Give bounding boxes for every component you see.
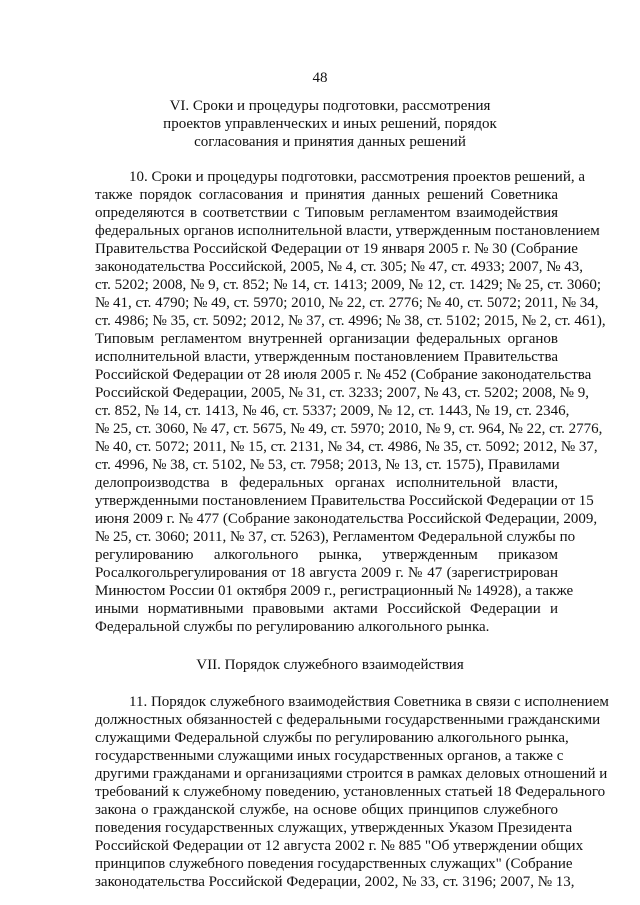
text-line: Российской Федерации от 12 августа 2002 г. № 885 "Об утверждении общих	[95, 838, 584, 854]
text-line: Федеральной службы по регулированию алкогольного рынка.	[95, 619, 490, 635]
text-line: требований к служебному поведению, установленных статьей 18 Федерального	[95, 784, 606, 800]
text-line: Типовым регламентом внутренней организации федеральных органов	[95, 331, 558, 347]
text-line: принципов служебного поведения государственных служащих" (Собрание	[95, 856, 573, 872]
text-line: ст. 4996, № 38, ст. 5102, № 53, ст. 7958; 2013, № 13, ст. 1575), Правилами	[95, 457, 560, 473]
text-line: Правительства Российской Федерации от 19 января 2005 г. № 30 (Собрание	[95, 241, 578, 257]
text-line: Российской Федерации, 2005, № 31, ст. 3233; 2007, № 43, ст. 5202; 2008, № 9,	[95, 385, 589, 401]
text-line: 11. Порядок служебного взаимодействия Советника в связи с исполнением	[129, 694, 609, 710]
heading-line: VII. Порядок служебного взаимодействия	[196, 657, 464, 673]
text-line: регулированию алкогольного рынка, утвержденным приказом	[95, 547, 558, 563]
text-line: № 25, ст. 3060; 2011, № 37, ст. 5263), Регламентом Федеральной службы по	[95, 529, 576, 545]
section-7-heading	[110, 656, 550, 674]
text-line: № 41, ст. 4790; № 49, ст. 5970; 2010, № 22, ст. 2776; № 40, ст. 5072; 2011, № 34,	[95, 295, 599, 311]
text-line: федеральных органов исполнительной власти, утвержденным постановлением	[95, 223, 600, 239]
text-line: Росалкогольрегулирования от 18 августа 2009 г. № 47 (зарегистрирован	[95, 565, 558, 581]
heading-line: VI. Сроки и процедуры подготовки, рассмотрения	[169, 98, 491, 114]
text-line: исполнительной власти, утвержденным постановлением Правительства	[95, 349, 558, 365]
section-6-heading	[110, 97, 550, 151]
text-line: поведения государственных служащих, утвержденных Указом Президента	[95, 820, 573, 836]
page-number: 48	[312, 70, 328, 86]
text-line: Российской Федерации от 28 июля 2005 г. № 452 (Собрание законодательства	[95, 367, 592, 383]
text-line: законодательства Российской Федерации, 2002, № 33, ст. 3196; 2007, № 13,	[95, 874, 575, 890]
text-line: июня 2009 г. № 477 (Собрание законодательства Российской Федерации, 2009,	[95, 511, 598, 527]
heading-line: согласования и принятия данных решений	[194, 134, 466, 150]
paragraph-11	[95, 693, 609, 891]
text-line: также порядок согласования и принятия данных решений Советника	[95, 187, 558, 203]
heading-line: проектов управленческих и иных решений, порядок	[163, 116, 497, 132]
text-line: иными нормативными правовыми актами Российской Федерации и	[95, 601, 558, 617]
text-line: определяются в соответствии с Типовым регламентом взаимодействия	[95, 205, 558, 221]
text-line: 10. Сроки и процедуры подготовки, рассмотрения проектов решений, а	[129, 169, 586, 185]
text-line: законодательства Российской, 2005, № 4, ст. 305; № 47, ст. 4933; 2007, № 43,	[95, 259, 584, 275]
text-line: утвержденными постановлением Правительства Российской Федерации от 15	[95, 493, 594, 509]
text-line: закона о гражданской службе, на основе общих принципов служебного	[95, 802, 558, 818]
text-line: служащими Федеральной службы по регулированию алкогольного рынка,	[95, 730, 569, 746]
text-line: № 25, ст. 3060, № 47, ст. 5675, № 49, ст. 5970; 2010, № 9, ст. 964, № 22, ст. 2776,	[95, 421, 603, 437]
text-line: делопроизводства в федеральных органах исполнительной власти,	[95, 475, 558, 491]
text-line: ст. 852, № 14, ст. 1413, № 46, ст. 5337; 2009, № 12, ст. 1443, № 19, ст. 2346,	[95, 403, 570, 419]
text-line: ст. 5202; 2008, № 9, ст. 852; № 14, ст. 1413; 2009, № 12, ст. 1429; № 25, ст. 3060;	[95, 277, 602, 293]
text-line: государственными служащими иных государственных органов, а также с	[95, 748, 564, 764]
text-line: Минюстом России 01 октября 2009 г., регистрационный № 14928), а также	[95, 583, 574, 599]
text-line: должностных обязанностей с федеральными государственными гражданскими	[95, 712, 601, 728]
text-line: № 40, ст. 5072; 2011, № 15, ст. 2131, № 34, ст. 4986, № 35, ст. 5092; 2012, № 37,	[95, 439, 598, 455]
text-line: ст. 4986; № 35, ст. 5092; 2012, № 37, ст. 4996; № 38, ст. 5102; 2015, № 2, ст. 461),	[95, 313, 606, 329]
paragraph-10	[95, 168, 606, 636]
text-line: другими гражданами и организациями строится в рамках деловых отношений и	[95, 766, 608, 782]
